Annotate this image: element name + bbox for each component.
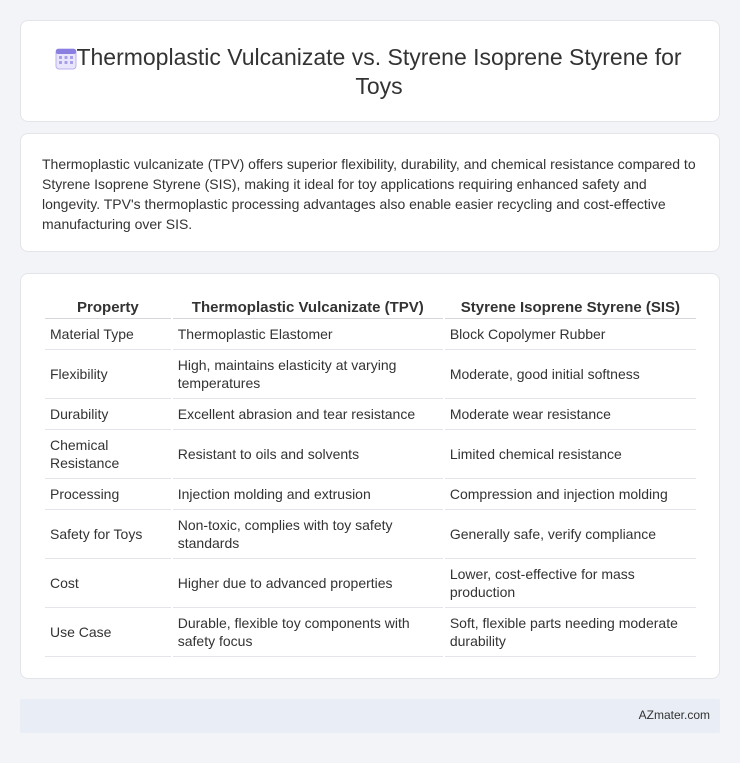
title-card: [20, 20, 720, 122]
cell-property: Use Case: [45, 608, 171, 657]
footer-brand: AZmater.com: [638, 708, 710, 722]
column-header-sis: Styrene Isoprene Styrene (SIS): [445, 296, 696, 319]
cell-tpv: Thermoplastic Elastomer: [173, 319, 443, 350]
table-row: [45, 510, 696, 559]
cell-sis: Moderate wear resistance: [445, 399, 696, 430]
cell-tpv: Durable, flexible toy components with safety focus: [173, 608, 443, 657]
column-header-property: Property: [45, 296, 171, 319]
cell-tpv: Non-toxic, complies with toy safety standards: [173, 510, 443, 559]
cell-property: Chemical Resistance: [45, 430, 171, 479]
cell-property: Material Type: [45, 319, 171, 350]
cell-sis: Limited chemical resistance: [445, 430, 696, 479]
cell-tpv: Injection molding and extrusion: [173, 479, 443, 510]
cell-tpv: High, maintains elasticity at varying temperatures: [173, 350, 443, 399]
cell-sis: Generally safe, verify compliance: [445, 510, 696, 559]
column-header-tpv: Thermoplastic Vulcanizate (TPV): [173, 296, 443, 319]
table-row: [45, 319, 696, 350]
cell-sis: Block Copolymer Rubber: [445, 319, 696, 350]
cell-tpv: Resistant to oils and solvents: [173, 430, 443, 479]
footer-bar: [20, 699, 720, 733]
table-row: [45, 559, 696, 608]
table-row: [45, 608, 696, 657]
cell-sis: Soft, flexible parts needing moderate durability: [445, 608, 696, 657]
cell-sis: Compression and injection molding: [445, 479, 696, 510]
table-row: [45, 430, 696, 479]
cell-property: Durability: [45, 399, 171, 430]
cell-property: Flexibility: [45, 350, 171, 399]
cell-property: Safety for Toys: [45, 510, 171, 559]
table-row: [45, 399, 696, 430]
table-row: [45, 479, 696, 510]
page-title: Thermoplastic Vulcanizate vs. Styrene Isoprene Styrene for Toys: [76, 44, 682, 99]
cell-tpv: Higher due to advanced properties: [173, 559, 443, 608]
cell-property: Processing: [45, 479, 171, 510]
comparison-table-card: [20, 273, 720, 679]
cell-tpv: Excellent abrasion and tear resistance: [173, 399, 443, 430]
cell-property: Cost: [45, 559, 171, 608]
intro-paragraph: Thermoplastic vulcanizate (TPV) offers superior flexibility, durability, and chemical resistance compared to Styrene Isoprene Styrene (SIS), making it ideal for toy applications requiring enhanced safety and longevity. TPV's thermoplastic processing advantages also enable easier recycling and cost-effective manufacturing over SIS.: [42, 156, 696, 232]
cell-sis: Lower, cost-effective for mass production: [445, 559, 696, 608]
intro-card: [20, 133, 720, 252]
cell-sis: Moderate, good initial softness: [445, 350, 696, 399]
comparison-table: [43, 296, 698, 657]
table-row: [45, 350, 696, 399]
